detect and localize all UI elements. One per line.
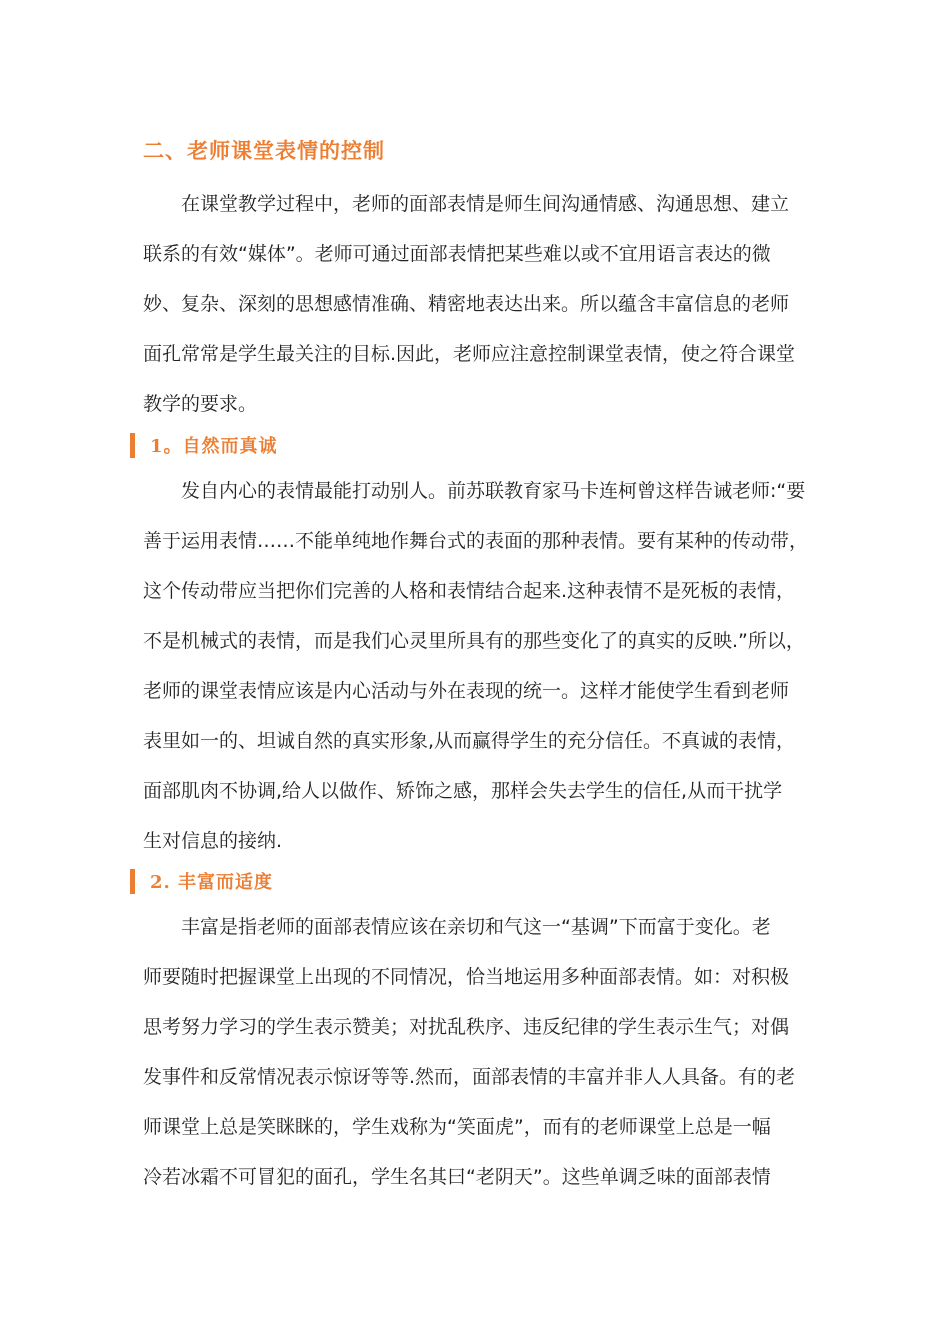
paragraph-line: 思考努力学习的学生表示赞美；对扰乱秩序、违反纪律的学生表示生气；对偶: [143, 1016, 790, 1038]
paragraph-line: 发自内心的表情最能打动别人。前苏联教育家马卡连柯曾这样告诫老师:“要: [181, 480, 806, 502]
paragraph-line: 冷若冰霜不可冒犯的面孔，学生名其曰“老阴天”。这些单调乏味的面部表情: [143, 1166, 771, 1188]
paragraph-line: 这个传动带应当把你们完善的人格和表情结合起来.这种表情不是死板的表情，: [143, 580, 796, 602]
paragraph-line: 老师的课堂表情应该是内心活动与外在表现的统一。这样才能使学生看到老师: [143, 680, 790, 702]
section-title: 二、老师课堂表情的控制: [143, 139, 385, 163]
paragraph-line: 妙、复杂、深刻的思想感情准确、精密地表达出来。所以蕴含丰富信息的老师: [143, 293, 790, 315]
paragraph-line: 生对信息的接纳.: [143, 830, 283, 852]
paragraph-line: 师课堂上总是笑眯眯的，学生戏称为“笑面虎”，而有的老师课堂上总是一幅: [143, 1116, 771, 1138]
subheading-1: [130, 431, 278, 459]
paragraph-line: 师要随时把握课堂上出现的不同情况，恰当地运用多种面部表情。如：对积极: [143, 966, 790, 988]
subheading-marker: [130, 869, 135, 894]
paragraph-line: 联系的有效“媒体”。老师可通过面部表情把某些难以或不宜用语言表达的微: [143, 243, 771, 265]
paragraph-line: 善于运用表情……不能单纯地作舞台式的表面的那种表情。要有某种的传动带，: [143, 530, 809, 552]
paragraph-line: 表里如一的、坦诚自然的真实形象,从而赢得学生的充分信任。不真诚的表情，: [143, 730, 796, 752]
paragraph-3: [143, 902, 808, 1202]
paragraph-line: 面部肌肉不协调,给人以做作、矫饰之感，那样会失去学生的信任,从而干扰学: [143, 780, 783, 802]
subheading-text: 1。自然而真诚: [150, 436, 278, 457]
paragraph-line: 面孔常常是学生最关注的目标.因此，老师应注意控制课堂表情，使之符合课堂: [143, 343, 796, 365]
paragraph-line: 教学的要求。: [143, 393, 258, 415]
subheading-marker: [130, 433, 135, 458]
paragraph-line: 丰富是指老师的面部表情应该在亲切和气这一“基调”下而富于变化。老: [181, 916, 771, 938]
subheading-text: 2. 丰富而适度: [150, 872, 274, 893]
paragraph-line: 发事件和反常情况表示惊讶等等.然而，面部表情的丰富并非人人具备。有的老: [143, 1066, 796, 1088]
subheading-2: [130, 867, 273, 895]
paragraph-2: [143, 466, 808, 866]
paragraph-line: 在课堂教学过程中，老师的面部表情是师生间沟通情感、沟通思想、建立: [181, 193, 790, 215]
paragraph-line: 不是机械式的表情，而是我们心灵里所具有的那些变化了的真实的反映.”所以，: [143, 630, 805, 652]
paragraph-1: [143, 179, 808, 429]
